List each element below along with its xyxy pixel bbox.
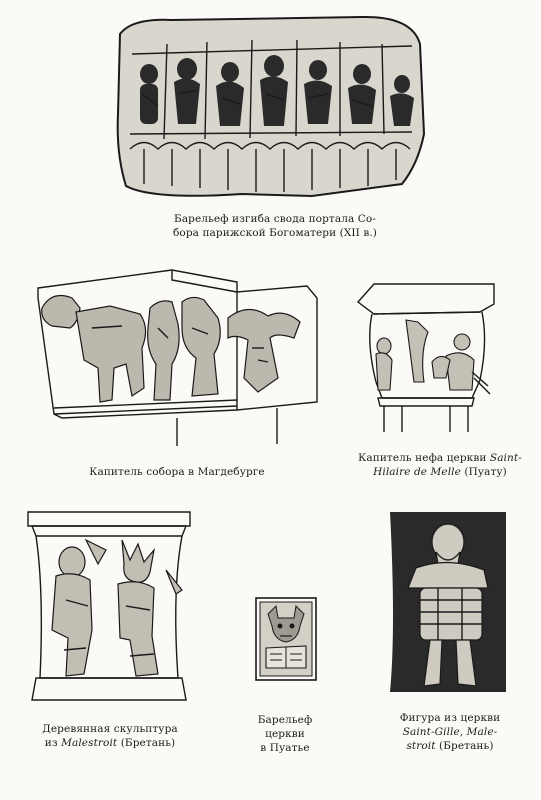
caption-line: [350, 465, 530, 479]
caption-figure-saint-gille: [385, 711, 515, 753]
caption-line: [385, 739, 515, 753]
caption-bas-relief-poitiers: [240, 713, 330, 755]
caption-line: бора парижской Богоматери (XII в.): [172, 227, 378, 239]
caption-line: Деревянная скульптура: [42, 723, 178, 735]
capital-saint-hilaire-image: [354, 282, 498, 432]
caption-line: [385, 725, 515, 739]
caption-text: (Пуату): [460, 466, 507, 478]
caption-text: (Бретань): [435, 740, 494, 752]
caption-line: церкви: [265, 728, 305, 740]
caption-line: [350, 451, 530, 465]
caption-text-italic: Saint-: [489, 452, 522, 464]
wooden-sculpture-malestroit-image: [26, 510, 192, 702]
caption-text: Капитель нефа церкви: [358, 452, 490, 464]
bas-relief-poitiers-image: [254, 596, 318, 682]
caption-text: (Бретань): [117, 737, 176, 749]
caption-line: Барельеф: [257, 714, 313, 726]
caption-text-italic: Malestroit: [61, 737, 118, 749]
capital-magdeburg-image: [32, 268, 324, 448]
figure-saint-gille-image: [384, 508, 512, 694]
caption-capital-magdeburg: [52, 465, 302, 479]
caption-line: Капитель собора в Магдебурге: [89, 466, 265, 478]
caption-bas-relief-notre-dame: [155, 212, 395, 240]
caption-line: Барельеф изгиба свода портала Со-: [174, 213, 376, 225]
caption-text-italic: Hilaire de Melle: [373, 466, 461, 478]
caption-text-italic: Saint-Gille, Male-: [402, 726, 498, 738]
caption-line: в Пуатье: [260, 742, 310, 754]
caption-text: из: [44, 737, 62, 749]
caption-text-italic: stroit: [406, 740, 436, 752]
caption-wooden-sculpture-malestroit: [30, 722, 190, 750]
bas-relief-notre-dame-image: [112, 14, 427, 202]
caption-line: Фигура из церкви: [399, 712, 501, 724]
caption-line: [30, 736, 190, 750]
caption-capital-saint-hilaire: [350, 451, 530, 479]
